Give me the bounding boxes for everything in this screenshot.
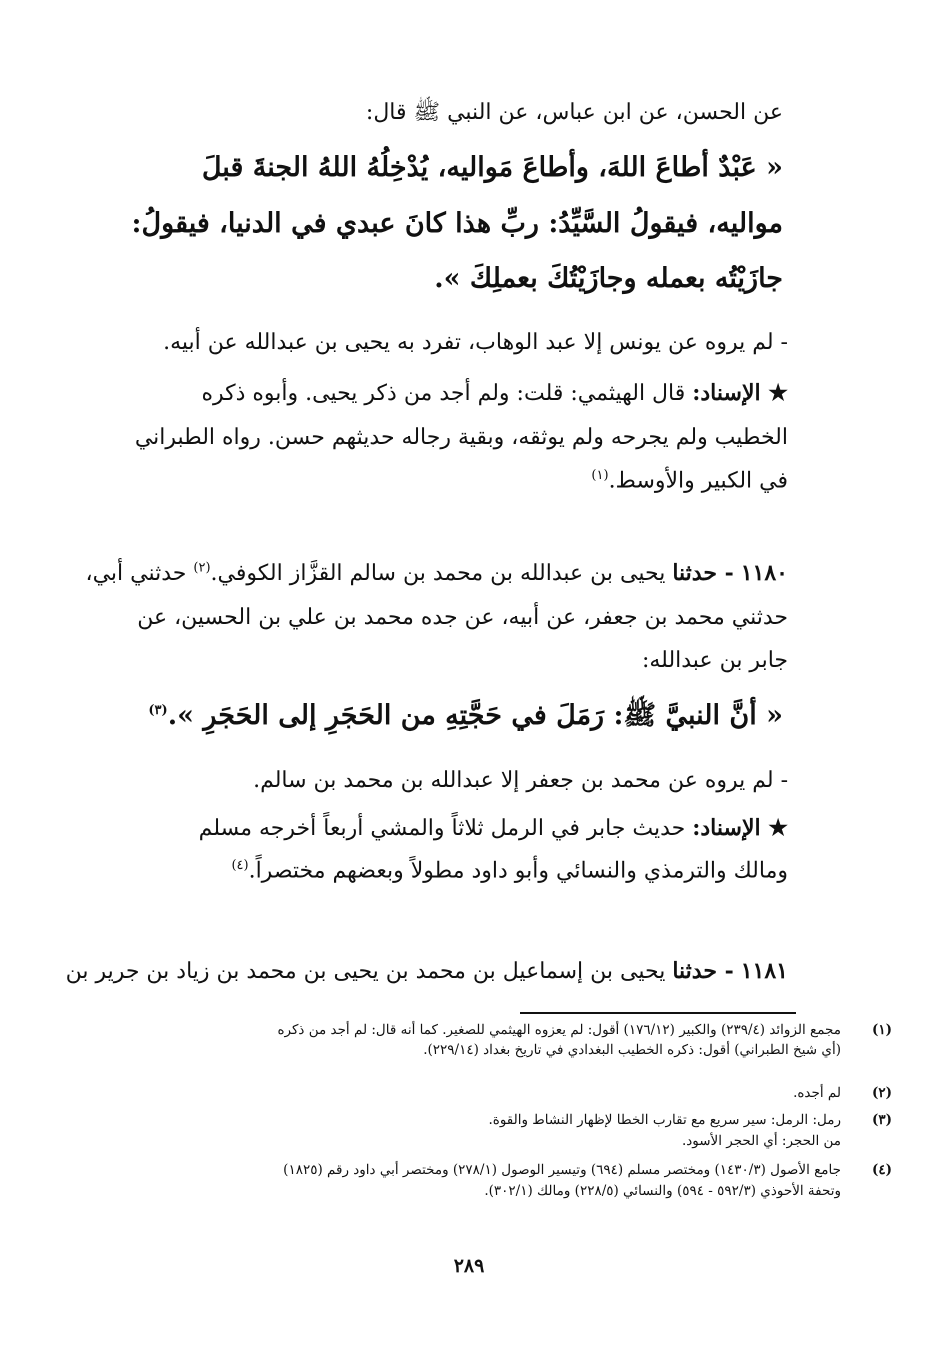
footnote-number: (١) xyxy=(871,1022,892,1038)
isnad-line xyxy=(591,468,788,495)
page-number: ٢٨٩ xyxy=(453,1255,485,1277)
hadith-text-line: « عَبْدٌ أطاعَ اللهَ، وأطاعَ مَواليه، يُدْخِلُهُ اللهُ الجنةَ قبلَ xyxy=(201,152,783,183)
footnote-line: وتحفة الأحوذي (٥٩٢/٣ - ٥٩٤) والنسائي (٢٢٨/٥) ومالك (٣٠٢/١). xyxy=(484,1183,841,1199)
entry-heading-1180 xyxy=(85,560,788,587)
note-line: - لم يروه عن محمد بن جعفر إلا عبدالله بن محمد بن سالم. xyxy=(253,768,788,793)
entry-text-line: جابر بن عبدالله: xyxy=(641,648,788,673)
footnote-ref: (٣) xyxy=(148,703,168,718)
footnote-number: (٤) xyxy=(871,1162,892,1178)
isnad-text: في الكبير والأوسط. xyxy=(608,468,788,494)
footnote-number: (٣) xyxy=(871,1112,892,1128)
entry-lead: - حدثنا xyxy=(672,958,734,984)
entry-number: ١١٨١ xyxy=(740,958,788,984)
footnote-line: مجمع الزوائد (٢٣٩/٤) والكبير (١٧٦/١٢) أقول: لم يعزوه الهيثمي للصغير. كما أنه قال: لم أجد من ذكره xyxy=(277,1022,841,1038)
note-line: - لم يروه عن يونس إلا عبد الوهاب، تفرد به يحيى بن عبدالله عن أبيه. xyxy=(163,330,788,355)
isnad-line xyxy=(199,815,788,842)
entry-number: ١١٨٠ xyxy=(740,560,788,586)
footnote-ref: (٢) xyxy=(193,560,211,576)
hadith-text: « أنَّ النبيَّ ﷺ: رَمَلَ في حَجَّتِهِ من الحَجَرِ إلى الحَجَرِ ». xyxy=(167,700,783,731)
hadith-text-line: جازَيْتُه بعمله وجازَيْتُكَ بعملِكَ ». xyxy=(434,263,783,294)
isnad-text: حديث جابر في الرمل ثلاثاً والمشي أربعاً أخرجه مسلم xyxy=(198,816,686,841)
entry-text-line: حدثني محمد بن جعفر، عن أبيه، عن جده محمد بن علي بن الحسين، عن xyxy=(137,605,788,630)
narration-line: عن الحسن، عن ابن عباس، عن النبي ﷺ قال: xyxy=(365,100,783,125)
footnote-line: رمل: الرمل: سير سريع مع تقارب الخطا لإظهار النشاط والقوة. xyxy=(488,1112,841,1128)
isnad-text: ومالك والترمذي والنسائي وأبو داود مطولاً وبعضهم مختصراً. xyxy=(248,858,788,884)
footnote-line: جامع الأصول (١٤٣٠/٣) ومختصر مسلم (٦٩٤) وتيسير الوصول (٢٧٨/١) ومختصر أبي داود رقم (١٨٢٥) xyxy=(283,1162,841,1178)
entry-heading-1181 xyxy=(66,958,788,985)
footnote-ref: (٤) xyxy=(231,858,249,873)
footnote-ref: (١) xyxy=(591,468,609,483)
footnote-divider xyxy=(520,1012,796,1014)
footnote-number: (٢) xyxy=(871,1085,892,1101)
entry-text: حدثني أبي، xyxy=(85,561,187,586)
hadith-text-line xyxy=(148,700,783,732)
isnad-line xyxy=(231,858,788,885)
entry-text: يحيى بن إسماعيل بن محمد بن يحيى بن محمد بن زياد بن جرير بن xyxy=(65,959,666,984)
footnote-line: من الحجر: أي الحجر الأسود. xyxy=(681,1133,841,1149)
hadith-text-line: مواليه، فيقولُ السَّيِّدُ: ربِّ هذا كانَ عبدي في الدنيا، فيقولُ: xyxy=(131,208,783,239)
isnad-line xyxy=(201,380,788,407)
isnad-label: ★ الإسناد: xyxy=(692,380,788,406)
isnad-line: الخطيب ولم يجرحه ولم يوثقه، وبقية رجاله حديثهم حسن. رواه الطبراني xyxy=(134,425,788,450)
footnote-line: (أي شيخ الطبراني) أقول: ذكره الخطيب البغدادي في تاريخ بغداد (٢٢٩/١٤). xyxy=(423,1042,841,1058)
isnad-label: ★ الإسناد: xyxy=(692,815,788,841)
isnad-text: قال الهيثمي: قلت: ولم أجد من ذكر يحيى. وأبوه ذكره xyxy=(201,381,686,406)
entry-lead: - حدثنا xyxy=(672,560,734,586)
footnote-line: لم أجده. xyxy=(793,1085,841,1101)
entry-text: يحيى بن عبدالله بن محمد بن سالم القزَّاز الكوفي. xyxy=(210,561,666,586)
